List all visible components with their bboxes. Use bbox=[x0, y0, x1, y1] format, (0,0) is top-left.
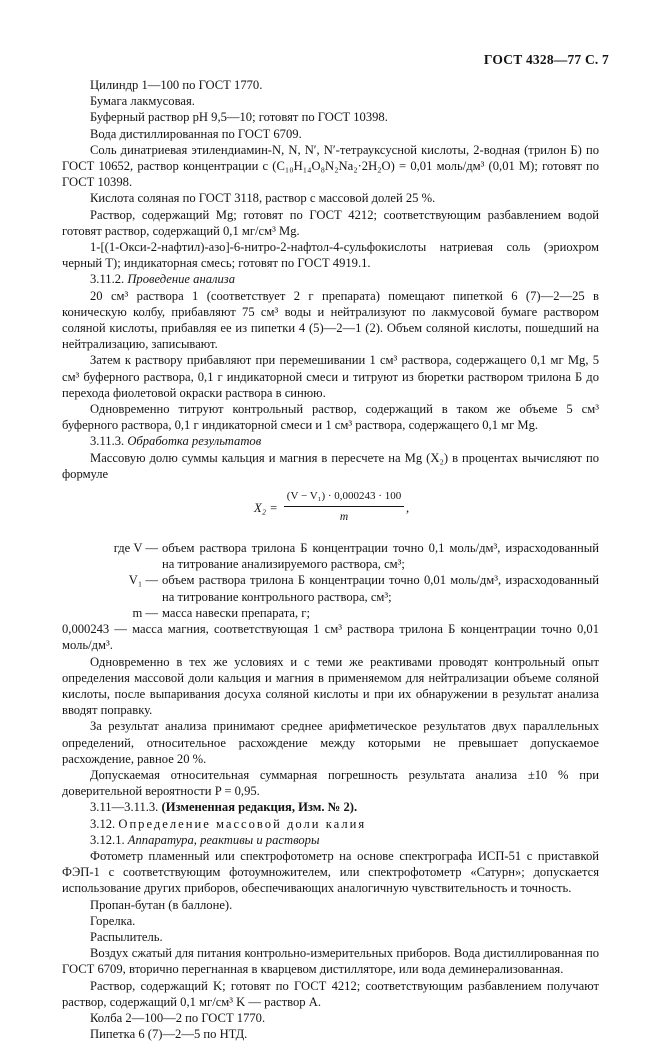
amendment-range: 3.11—3.11.3. bbox=[90, 800, 159, 815]
paragraph: Колба 2—100—2 по ГОСТ 1770. bbox=[90, 1010, 266, 1025]
paragraph: Воздух сжатый для питания контрольно-измерительных приборов. Вода дистиллированная по ГОСТ 6709, вторично перегнанная в кварцевом дистилляторе, или вода деминерализованная. bbox=[62, 946, 599, 977]
definition-row bbox=[62, 540, 599, 572]
formula-lhs: X₂ = bbox=[254, 501, 278, 516]
paragraph: За результат анализа принимают среднее арифметическое результатов двух параллельных определений, относительное расхождение между которыми не превышает допускаемое расхождение, равное 20 %. bbox=[62, 719, 599, 766]
definition-text: масса навески препарата, г; bbox=[162, 605, 310, 620]
paragraph: Цилиндр 1—100 по ГОСТ 1770. bbox=[90, 78, 263, 92]
definition-term: V₁ — bbox=[128, 573, 158, 588]
paragraph: Кислота соляная по ГОСТ 3118, раствор с массовой долей 25 %. bbox=[90, 191, 436, 206]
definition-row bbox=[62, 605, 599, 621]
paragraph: Фотометр пламенный или спектрофотометр на основе спектрографа ИСП-51 с приставкой ФЭП-1 с соответствующим фотоумножителем, или спектрофотометр «Сатурн»; допускается использование других приборов, обеспечивающих аналогичную чувствительность и точность. bbox=[62, 848, 599, 896]
paragraph: Раствор, содержащий Mg; готовят по ГОСТ 4212; соответствующим разбавлением водой готовят раствор, содержащий 0,1 мг/см³ Mg. bbox=[62, 207, 599, 238]
section-heading bbox=[62, 433, 599, 449]
section-number: 3.11.2. bbox=[90, 272, 125, 287]
paragraph: Буферный раствор рН 9,5—10; готовят по ГОСТ 10398. bbox=[90, 110, 388, 125]
definition-text: объем раствора трилона Б концентрации точно 0,01 моль/дм³, израсходованный на титрование контрольного раствора, см³; bbox=[162, 573, 599, 604]
page-header: ГОСТ 4328—77 С. 7 bbox=[483, 52, 609, 67]
section-title: Проведение анализа bbox=[127, 272, 235, 287]
document-body bbox=[62, 77, 599, 1042]
paragraph: Одновременно титруют контрольный раствор, содержащий в таком же объеме 5 см³ буферного раствора, 0,1 г индикаторной смеси и 1 см³ раствора, содержащего 0,1 мг Mg. bbox=[62, 402, 599, 433]
definition-text: объем раствора трилона Б концентрации точно 0,1 моль/дм³, израсходованный на титрование анализируемого раствора, см³; bbox=[162, 541, 599, 572]
section-number: 3.11.3. bbox=[90, 434, 125, 449]
formula-denominator: m bbox=[339, 511, 349, 524]
amendment-note bbox=[62, 799, 599, 815]
section-heading bbox=[62, 271, 599, 287]
paragraph: Пропан-бутан (в баллоне). bbox=[90, 897, 233, 912]
formula-numerator: (V − V₁) · 0,000243 · 100 bbox=[284, 488, 404, 507]
formula-comma: , bbox=[406, 501, 410, 516]
paragraph: Бумага лакмусовая. bbox=[90, 94, 195, 109]
amendment-text: (Измененная редакция, Изм. № 2). bbox=[161, 800, 358, 815]
section-number: 3.12.1. bbox=[90, 832, 125, 847]
section-title: Обработка результатов bbox=[127, 434, 262, 449]
paragraph: Раствор, содержащий K; готовят по ГОСТ 4212; соответствующим разбавлением получают раствор, содержащий 0,1 мг/см³ K — раствор А. bbox=[62, 978, 599, 1009]
paragraph: Вода дистиллированная по ГОСТ 6709. bbox=[90, 126, 302, 141]
section-title: Аппаратура, реактивы и растворы bbox=[127, 832, 320, 847]
paragraph: 1-[(1-Окси-2-нафтил)-азо]-6-нитро-2-нафтол-4-сульфокислоты натриевая соль (эриохром черный Т); индикаторная смесь; готовят по ГОСТ 4919.1. bbox=[62, 240, 599, 271]
definition-term: m — bbox=[132, 605, 158, 620]
section-number: 3.12. bbox=[90, 816, 116, 831]
paragraph: Соль динатриевая этилендиамин-N, N, N′, N′-тетрауксусной кислоты, 2-водная (трилон Б) по ГОСТ 10652, раствор концентрации с (C₁₀H₁₄O₈N₂Na₂·2H₂O) = 0,01 моль/дм³ (0,01 М); готовят по ГОСТ 10398. bbox=[62, 142, 599, 190]
section-heading bbox=[62, 832, 599, 848]
paragraph: Одновременно в тех же условиях и с теми же реактивами проводят контрольный опыт определения массовой доли кальция и магния в применяемом для нейтрализации объеме соляной кислоты, после выпаривания досуха соляной кислоты и при их обнаружении в результат анализа вводят поправку. bbox=[62, 654, 599, 718]
formula-fraction bbox=[284, 488, 404, 525]
definition-row bbox=[62, 572, 599, 604]
definition-term: где V — bbox=[113, 541, 158, 556]
formula bbox=[62, 486, 599, 534]
section-heading bbox=[62, 816, 599, 832]
paragraph: Пипетка 6 (7)—2—5 по НТД. bbox=[90, 1027, 248, 1042]
definition-row: 0,000243 — масса магния, соответствующая 1 см³ раствора трилона Б концентрации точно 0,01 моль/дм³. bbox=[62, 622, 599, 653]
section-title: Определение массовой доли калия bbox=[118, 816, 367, 831]
paragraph: Массовую долю суммы кальция и магния в пересчете на Mg (X₂) в процентах вычисляют по формуле bbox=[62, 450, 599, 481]
paragraph: Распылитель. bbox=[90, 929, 163, 944]
paragraph: 20 см³ раствора 1 (соответствует 2 г препарата) помещают пипеткой 6 (7)—2—25 в коническую колбу, прибавляют 75 см³ воды и нейтрализуют по лакмусовой бумаге раствором соляной кислоты, прибавляя ее из пипетки 4 (5)—2—1 (2). Объем соляной кислоты, пошедший на нейтрализацию, записывают. bbox=[62, 288, 599, 352]
paragraph: Затем к раствору прибавляют при перемешивании 1 см³ раствора, содержащего 0,1 мг Mg, 5 см³ буферного раствора, 0,1 г индикаторной смеси и титруют из бюретки раствором трилона Б до перехода фиолетовой окраски раствора в синюю. bbox=[62, 353, 599, 400]
paragraph: Допускаемая относительная суммарная погрешность результата анализа ±10 % при доверительной вероятности P = 0,95. bbox=[62, 767, 599, 799]
paragraph: Горелка. bbox=[90, 913, 136, 928]
